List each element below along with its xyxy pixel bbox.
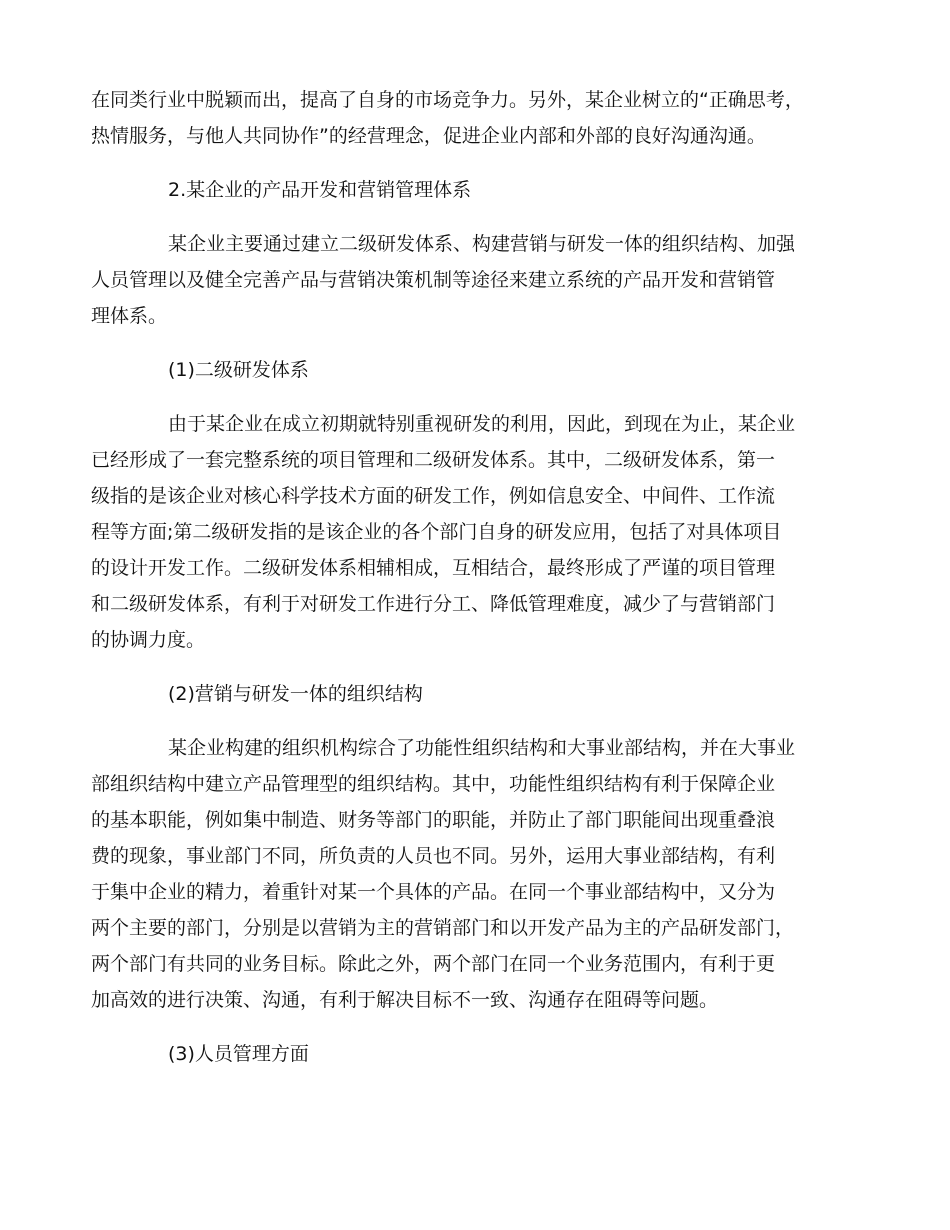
subsection-heading: [91, 676, 863, 712]
intro-paragraph: [91, 82, 863, 154]
heading-text: (3)人员管理方面: [168, 1043, 309, 1065]
heading-text: (2)营销与研发一体的组织结构: [168, 683, 423, 705]
paragraph-line: 某企业构建的组织机构综合了功能性组织结构和大事业部结构，并在大事业: [168, 737, 796, 759]
heading-text: (1)二级研发体系: [168, 359, 309, 381]
subsection-heading: [91, 1036, 863, 1072]
paragraph-line: 的设计开发工作。二级研发体系相辅相成，互相结合，最终形成了严谨的项目管理: [91, 557, 776, 579]
paragraph-line: 部组织结构中建立产品管理型的组织结构。其中，功能性组织结构有利于保障企业: [91, 773, 776, 795]
paragraph-line: 程等方面;第二级研发指的是该企业的各个部门自身的研发应用，包括了对具体项目: [91, 521, 782, 543]
paragraph-line: 在同类行业中脱颖而出，提高了自身的市场竞争力。另外，某企业树立的“正确思考，: [91, 89, 804, 111]
paragraph-line: 和二级研发体系，有利于对研发工作进行分工、降低管理难度，减少了与营销部门: [91, 593, 776, 615]
paragraph-line: 某企业主要通过建立二级研发体系、构建营销与研发一体的组织结构、加强: [168, 233, 796, 255]
paragraph-line: 的基本职能，例如集中制造、财务等部门的职能，并防止了部门职能间出现重叠浪: [91, 809, 776, 831]
paragraph-line: 人员管理以及健全完善产品与营销决策机制等途径来建立系统的产品开发和营销管: [91, 269, 776, 291]
document-page: [91, 82, 863, 1072]
paragraph-line: 两个主要的部门，分别是以营销为主的营销部门和以开发产品为主的产品研发部门，: [91, 917, 795, 939]
paragraph-line: 费的现象，事业部门不同，所负责的人员也不同。另外，运用大事业部结构，有利: [91, 845, 776, 867]
paragraph-line: 已经形成了一套完整系统的项目管理和二级研发体系。其中，二级研发体系，第一: [91, 449, 776, 471]
paragraph-line: 于集中企业的精力，着重针对某一个具体的产品。在同一个事业部结构中，又分为: [91, 881, 776, 903]
subsection-paragraph: [91, 730, 863, 1018]
subsection-heading: [91, 352, 863, 388]
paragraph-line: 热情服务，与他人共同协作”的经营理念，促进企业内部和外部的良好沟通沟通。: [91, 125, 766, 147]
paragraph-line: 理体系。: [91, 305, 168, 327]
paragraph-line: 由于某企业在成立初期就特别重视研发的利用，因此，到现在为止，某企业: [168, 413, 796, 435]
paragraph-line: 级指的是该企业对核心科学技术方面的研发工作，例如信息安全、中间件、工作流: [91, 485, 776, 507]
paragraph-line: 加高效的进行决策、沟通，有利于解决目标不一致、沟通存在阻碍等问题。: [91, 989, 719, 1011]
paragraph-line: 两个部门有共同的业务目标。除此之外，两个部门在同一个业务范围内，有利于更: [91, 953, 776, 975]
section-paragraph: [91, 226, 863, 334]
section-heading: [91, 172, 863, 208]
paragraph-line: 的协调力度。: [91, 629, 206, 651]
subsection-paragraph: [91, 406, 863, 658]
heading-text: 2.某企业的产品开发和营销管理体系: [168, 179, 472, 201]
